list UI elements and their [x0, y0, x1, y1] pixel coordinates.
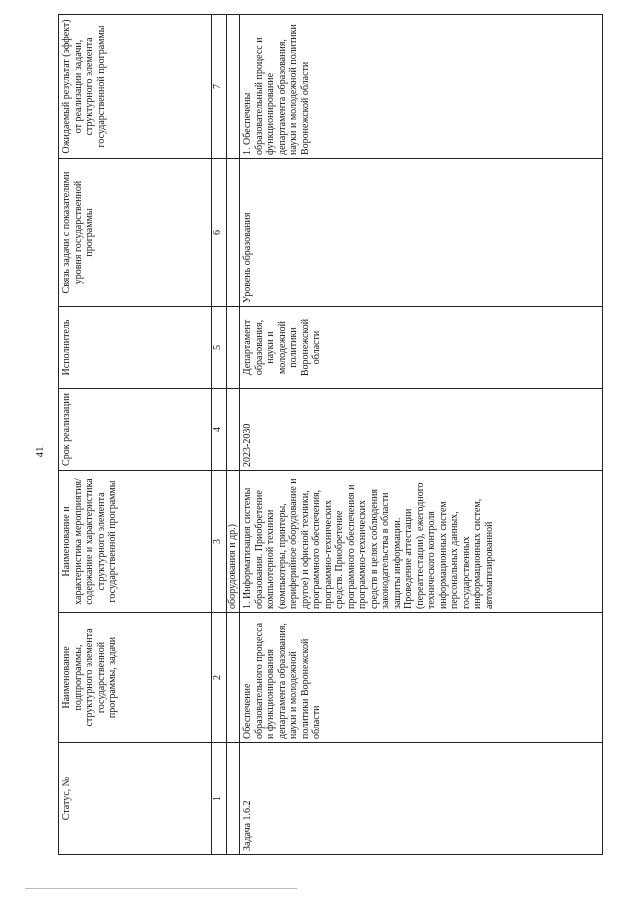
row-name: Обеспечение образовательного процесса и функционирования департамента образования, науки и молодежной политики Воронежской области [240, 613, 603, 743]
row-result: 1. Обеспечены образовательный процесс и функционирование департамента образования, науки и молодежной политики Воронежской области [240, 15, 603, 159]
continuation-empty-cell [227, 15, 240, 159]
header-link: Связь задачи с показателями уровня государственной программы [59, 159, 212, 307]
continuation-empty-cell [227, 743, 240, 855]
header-executor: Исполнитель [59, 307, 212, 389]
continuation-empty-cell [227, 159, 240, 307]
column-number: 7 [212, 15, 227, 159]
header-result: Ожидаемый результат (эффект) от реализации задачи, структурного элемента государственной программы [59, 15, 212, 159]
continuation-row [227, 15, 240, 855]
rotated-page-content [58, 15, 603, 855]
column-number: 1 [212, 743, 227, 855]
column-number-row [212, 15, 227, 855]
header-activity: Наименование и характеристика мероприятия/содержание и характеристика структурного элемента государственной программы [59, 471, 212, 613]
column-number: 2 [212, 613, 227, 743]
header-status: Статус, № [59, 743, 212, 855]
continuation-empty-cell [227, 307, 240, 389]
row-status: Задача 1.6.2 [240, 743, 603, 855]
page-number: 41 [34, 446, 46, 458]
continuation-empty-cell [227, 613, 240, 743]
header-row [59, 15, 212, 855]
column-number: 5 [212, 307, 227, 389]
program-table [58, 14, 603, 855]
column-number: 6 [212, 159, 227, 307]
header-period: Срок реализации [59, 389, 212, 471]
table-row [240, 15, 603, 855]
row-period: 2023-2030 [240, 389, 603, 471]
column-number: 4 [212, 389, 227, 471]
continuation-empty-cell [227, 389, 240, 471]
row-executor: Департамент образования, науки и молодежной политики Воронежской области [240, 307, 603, 389]
header-name: Наименование подпрограммы, структурного элемента государственной программы, задачи [59, 613, 212, 743]
continuation-text: оборудования и др.) [227, 471, 240, 613]
row-link: Уровень образования [240, 159, 603, 307]
row-activity: 1. Информатизация системы образования. Приобретение компьютерной техники (компьютеры, принтеры, периферийное оборудование и другое) и офисной техники, программного обеспечения, программно-технических средств. Приобретение программного обеспечения и программно-технических средств в целях соблюдения законодательства в области защиты информации. Проведение аттестации (переаттестации), ежегодного технического контроля информационных систем персональных данных, государственных информационных систем, автоматизированной [240, 471, 603, 613]
footer-divider [25, 888, 297, 889]
column-number: 3 [212, 471, 227, 613]
